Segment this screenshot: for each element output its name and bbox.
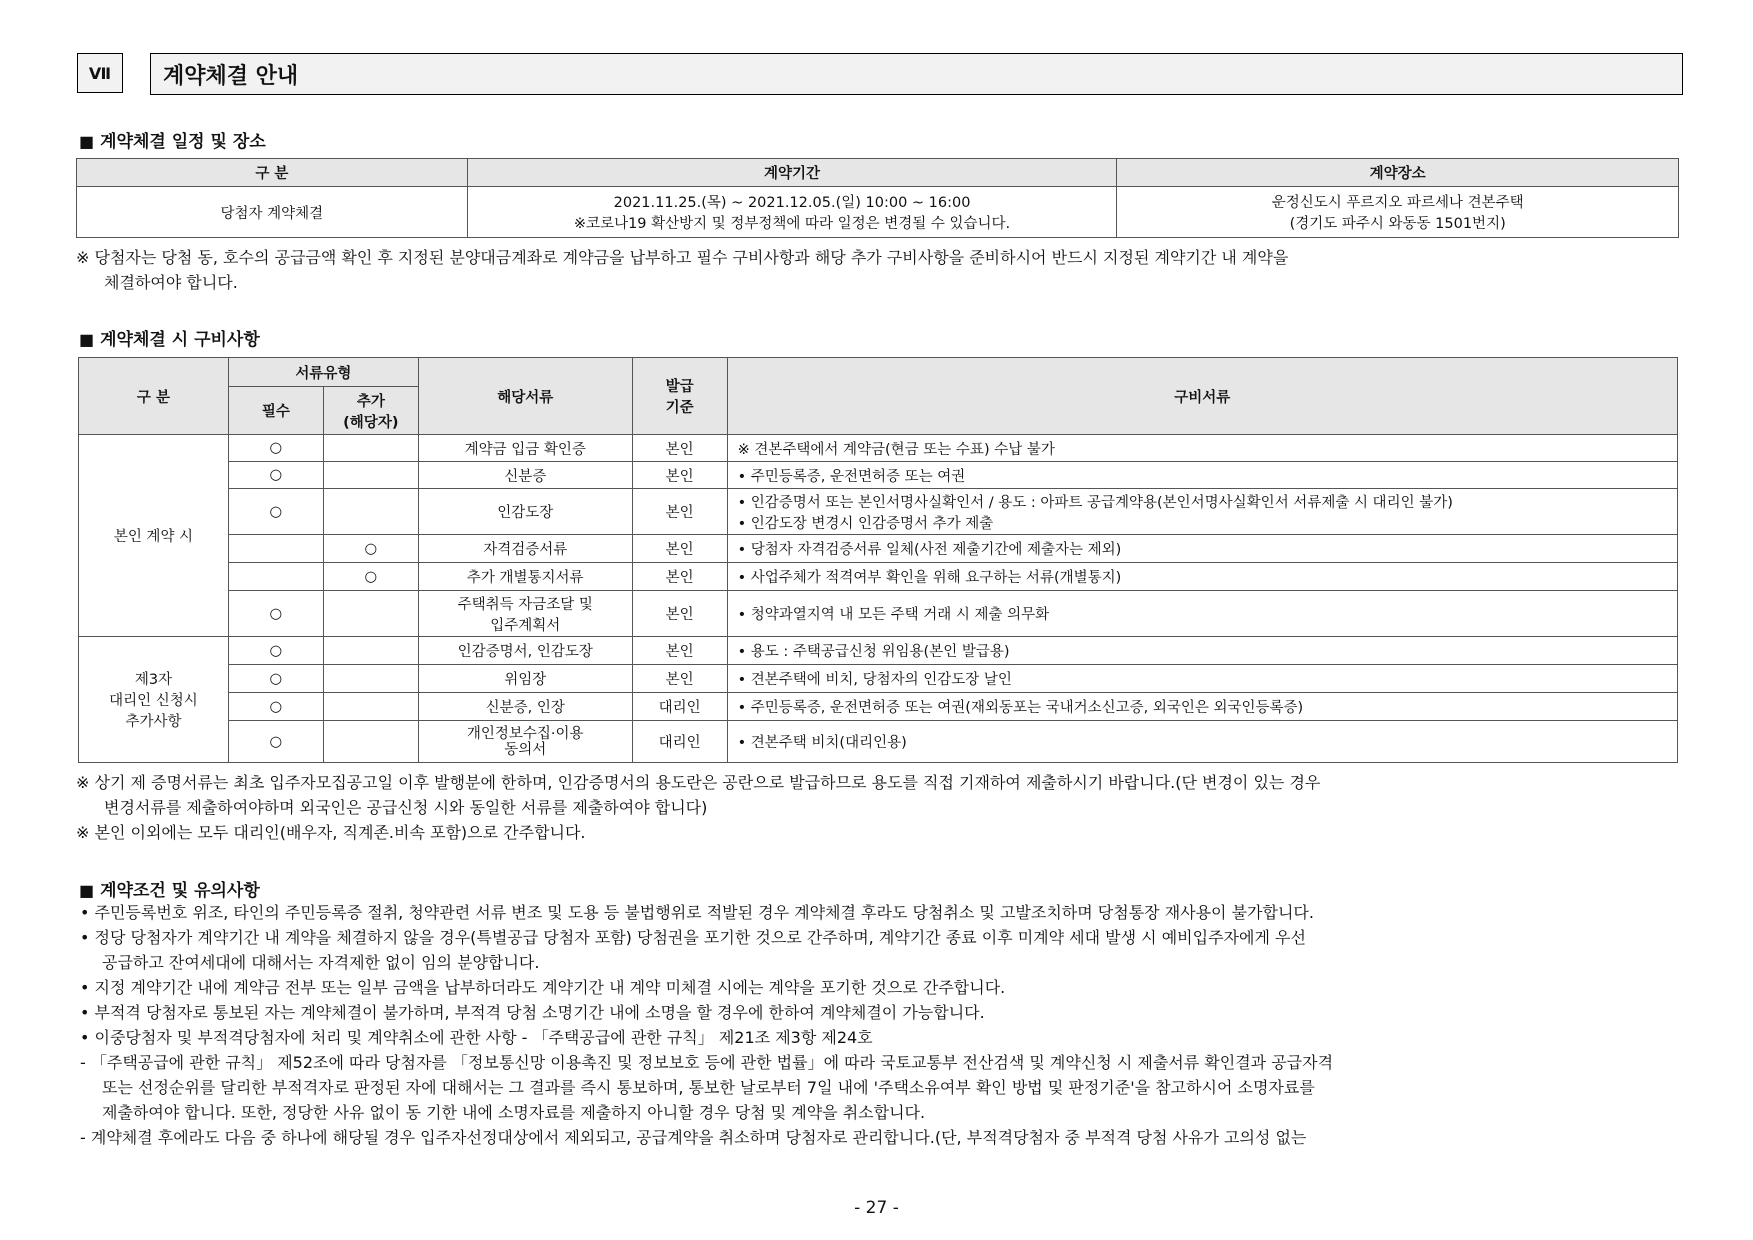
required-docs: • 당첨자 자격검증서류 일체(사전 제출기간에 제출자는 제외) [727,535,1677,563]
schedule-header-category: 구 분 [77,159,468,187]
schedule-period: 2021.11.25.(목) ~ 2021.12.05.(일) 10:00 ~ 16:00 ※코로나19 확산방지 및 정부정책에 따라 일정은 변경될 수 있습니다. [467,187,1117,238]
additional-mark [323,489,418,535]
table-row [79,637,1678,665]
required-docs: • 사업주체가 적격여부 확인을 위해 요구하는 서류(개별통지) [727,563,1677,591]
required-mark [228,563,323,591]
table-row [79,665,1678,693]
issue-basis: 본인 [632,637,727,665]
required-docs: • 인감증명서 또는 본인서명사실확인서 / 용도 : 아파트 공급계약용(본인서명사실확인서 서류제출 시 대리인 불가) • 인감도장 변경시 인감증명서 추가 제출 [727,489,1677,535]
required-docs: • 주민등록증, 운전면허증 또는 여권(재외동포는 국내거소신고증, 외국인은 외국인등록증) [727,693,1677,721]
schedule-header-period: 계약기간 [467,159,1117,187]
additional-mark: ○ [323,535,418,563]
docs-header-issue-basis: 발급 기준 [632,358,727,435]
issue-basis: 본인 [632,535,727,563]
required-docs: • 용도 : 주택공급신청 위임용(본인 발급용) [727,637,1677,665]
issue-basis: 본인 [632,591,727,637]
docs-header-additional: 추가 (해당자) [323,387,418,435]
table-row [79,591,1678,637]
table-row [79,563,1678,591]
schedule-category: 당첨자 계약체결 [77,187,468,238]
additional-mark: ○ [323,563,418,591]
document-name: 신분증, 인장 [418,693,632,721]
square-bullet-icon: ■ [79,881,95,900]
square-bullet-icon: ■ [79,330,95,349]
additional-mark [323,435,418,462]
document-name: 추가 개별통지서류 [418,563,632,591]
section-number: Ⅶ [88,63,112,83]
required-mark: ○ [228,435,323,462]
document-name: 자격검증서류 [418,535,632,563]
list-item: • 주민등록번호 위조, 타인의 주민등록증 절취, 청약관련 서류 변조 및 도용 등 불법행위로 적발된 경우 계약체결 후라도 당첨취소 및 고발조치하며 당첨통장 재사용이 불가합니다. [80,903,1314,922]
required-docs: ※ 견본주택에서 계약금(현금 또는 수표) 수납 불가 [727,435,1677,462]
document-name: 개인정보수집·이용 동의서 [418,721,632,763]
list-item: • 부적격 당첨자로 통보된 자는 계약체결이 불가하며, 부적격 당첨 소명기간 내에 소명을 할 경우에 한하여 계약체결이 가능합니다. [80,1003,985,1022]
table-row [79,535,1678,563]
required-mark: ○ [228,693,323,721]
schedule-header-place: 계약장소 [1117,159,1679,187]
schedule-note: ※ 당첨자는 당첨 동, 호수의 공급금액 확인 후 지정된 분양대금계좌로 계약금을 납부하고 필수 구비사항과 해당 추가 구비사항을 준비하시어 반드시 지정된 계약기간 내 계약을 체결하여야 합니다. [76,248,1289,292]
list-item: • 이중당첨자 및 부적격당첨자에 처리 및 계약취소에 관한 사항 - 「주택공급에 관한 규칙」 제21조 제3항 제24호 [80,1028,873,1047]
required-mark: ○ [228,665,323,693]
issue-basis: 본인 [632,665,727,693]
docs-header-document: 해당서류 [418,358,632,435]
document-name: 위임장 [418,665,632,693]
section-number-box [77,53,123,93]
conditions-heading: ■ 계약조건 및 유의사항 [79,881,260,901]
docs-header-doc-type: 서류유형 [228,358,418,387]
schedule-heading: ■ 계약체결 일정 및 장소 [79,132,266,152]
required-docs: • 견본주택에 비치, 당첨자의 인감도장 날인 [727,665,1677,693]
docs-header-category: 구 분 [79,358,229,435]
additional-mark [323,462,418,489]
issue-basis: 본인 [632,435,727,462]
additional-mark [323,693,418,721]
required-mark: ○ [228,462,323,489]
table-row [79,462,1678,489]
issue-basis: 대리인 [632,693,727,721]
additional-mark [323,591,418,637]
document-name: 계약금 입금 확인증 [418,435,632,462]
required-docs: • 견본주택 비치(대리인용) [727,721,1677,763]
list-item: - 계약체결 후에라도 다음 중 하나에 해당될 경우 입주자선정대상에서 제외되고, 공급계약을 취소하며 당첨자로 관리합니다.(단, 부적격당첨자 중 부적격 당첨 사유가 고의성 없는 [80,1128,1307,1147]
required-mark: ○ [228,721,323,763]
documents-note: ※ 상기 제 증명서류는 최초 입주자모집공고일 이후 발행분에 한하며, 인감증명서의 용도란은 공란으로 발급하므로 용도를 직접 기재하여 제출하시기 바랍니다.(단 변경이 있는 경우 변경서류를 제출하여야하며 외국인은 공급신청 시와 동일한 서류를 제출하여야 합니다) ※ 본인 이외에는 모두 대리인(배우자, 직계존.비속 포함)으로 간주합니다. [76,773,1321,842]
required-mark [228,535,323,563]
document-name: 인감도장 [418,489,632,535]
required-mark: ○ [228,637,323,665]
issue-basis: 본인 [632,462,727,489]
documents-table [78,357,1678,763]
required-mark: ○ [228,591,323,637]
document-name: 주택취득 자금조달 및 입주계획서 [418,591,632,637]
document-name: 신분증 [418,462,632,489]
group-proxy: 제3자 대리인 신청시 추가사항 [79,637,229,763]
list-item: • 지정 계약기간 내에 계약금 전부 또는 일부 금액을 납부하더라도 계약기간 내 계약 미체결 시에는 계약을 포기한 것으로 간주합니다. [80,978,1006,997]
required-docs: • 주민등록증, 운전면허증 또는 여권 [727,462,1677,489]
issue-basis: 대리인 [632,721,727,763]
square-bullet-icon: ■ [79,132,95,151]
additional-mark [323,637,418,665]
list-item: - 「주택공급에 관한 규칙」 제52조에 따라 당첨자를 「정보통신망 이용촉진 및 정보보호 등에 관한 법률」에 따라 국토교통부 전산검색 및 계약신청 시 제출서류 확인결과 공급자격 [80,1053,1334,1072]
page-title: 계약체결 안내 [150,53,1683,95]
issue-basis: 본인 [632,489,727,535]
docs-header-required: 필수 [228,387,323,435]
table-row [79,435,1678,462]
table-row [79,721,1678,763]
table-row [79,693,1678,721]
table-row [79,489,1678,535]
additional-mark [323,665,418,693]
required-mark: ○ [228,489,323,535]
docs-header-required-docs: 구비서류 [727,358,1677,435]
schedule-table [76,158,1679,238]
documents-heading: ■ 계약체결 시 구비사항 [79,330,260,350]
document-name: 인감증명서, 인감도장 [418,637,632,665]
issue-basis: 본인 [632,563,727,591]
schedule-place: 운정신도시 푸르지오 파르세나 견본주택 (경기도 파주시 와동동 1501번지) [1117,187,1679,238]
additional-mark [323,721,418,763]
required-docs: • 청약과열지역 내 모든 주택 거래 시 제출 의무화 [727,591,1677,637]
group-self: 본인 계약 시 [79,435,229,637]
conditions-list: • 주민등록번호 위조, 타인의 주민등록증 절취, 청약관련 서류 변조 및 도용 등 불법행위로 적발된 경우 계약체결 후라도 당첨취소 및 고발조치하며 당첨통장 재사용이 불가합니다. • 정당 당첨자가 계약기간 내 계약을 체결하지 않을 경우(특별공급 당첨자 포함) 당첨권을 포기한 것으로 간주하며, 계약기간 종료 이후 미계약 세대 발생 시 예비입주자에게 우선 공급하고 잔여세대에 대해서는 자격제한 없이 임의 분양합니다. • 지정 계약기간 내에 계약금 전부 또는 일부 금액을 납부하더라도 계약기간 내 계약 미체결 시에는 계약을 포기한 것으로 간주합니다. • 부적격 당첨자로 통보된 자는 계약체결이 불가하며, 부적격 당첨 소명기간 내에 소명을 할 경우에 한하여 계약체결이 가능합니다. • 이중당첨자 및 부적격당첨자에 처리 및 계약취소에 관한 사항 - 「주택공급에 관한 규칙」 제21조 제3항 제24호 - 「주택공급에 관한 규칙」 제52조에 따라 당첨자를 「정보통신망 이용촉진 및 정보보호 등에 관한 법률」에 따라 국토교통부 전산검색 및 계약신청 시 제출서류 확인결과 공급자격 또는 선정순위를 달리한 부적격자로 판정된 자에 대해서는 그 결과를 즉시 통보하며, 통보한 날로부터 7일 내에 '주택소유여부 확인 방법 및 판정기준'을 참고하시어 소명자료를 제출하여야 합니다. 또한, 정당한 사유 없이 동 기한 내에 소명자료를 제출하지 아니할 경우 당첨 및 계약을 취소합니다. - 계약체결 후에라도 다음 중 하나에 해당될 경우 입주자선정대상에서 제외되고, 공급계약을 취소하며 당첨자로 관리합니다.(단, 부적격당첨자 중 부적격 당첨 사유가 고의성 없는 [80,900,1680,1150]
page-number: - 27 - [854,1198,899,1218]
list-item: • 정당 당첨자가 계약기간 내 계약을 체결하지 않을 경우(특별공급 당첨자 포함) 당첨권을 포기한 것으로 간주하며, 계약기간 종료 이후 미계약 세대 발생 시 예비입주자에게 우선 [80,928,1306,947]
